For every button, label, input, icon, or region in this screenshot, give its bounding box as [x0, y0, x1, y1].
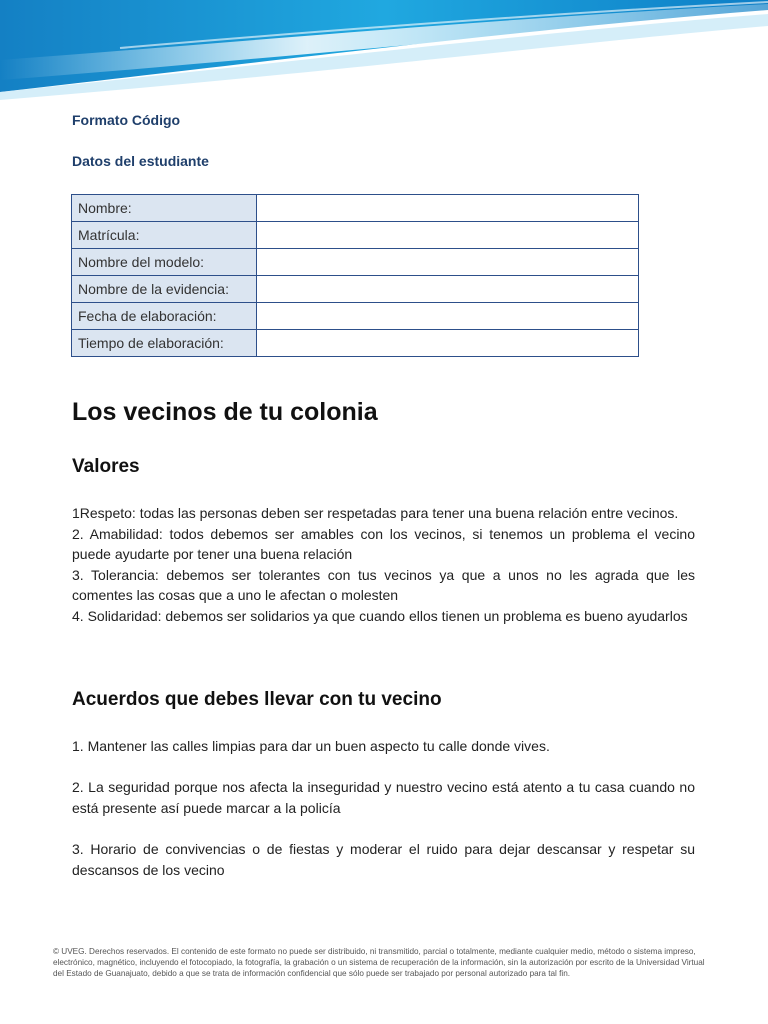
list-item: 4. Solidaridad: debemos ser solidarios ya que cuando ellos tienen un problema es bueno ayudarlos — [72, 607, 688, 624]
agreements-list — [72, 736, 695, 901]
row-label: Tiempo de elaboración: — [72, 330, 257, 357]
enrollment-field[interactable] — [257, 222, 639, 249]
table-row — [72, 303, 639, 330]
table-row — [72, 330, 639, 357]
row-label: Nombre del modelo: — [72, 249, 257, 276]
evidence-name-field[interactable] — [257, 276, 639, 303]
values-list — [72, 503, 695, 627]
name-field[interactable] — [257, 195, 639, 222]
row-label: Fecha de elaboración: — [72, 303, 257, 330]
table-row — [72, 222, 639, 249]
format-code-label: Formato Código — [72, 112, 181, 128]
student-data-table — [71, 194, 639, 357]
list-item: 1. Mantener las calles limpias para dar un buen aspecto tu calle donde vives. — [72, 738, 550, 754]
list-item: 2. Amabilidad: todos debemos ser amables con los vecinos, si tenemos un problema el vecino puede ayudarte por tener una buena relación — [72, 525, 695, 563]
document-title: Los vecinos de tu colonia — [72, 398, 378, 426]
date-field[interactable] — [257, 303, 639, 330]
row-label: Nombre: — [72, 195, 257, 222]
row-label: Nombre de la evidencia: — [72, 276, 257, 303]
model-name-field[interactable] — [257, 249, 639, 276]
list-item: 2. La seguridad porque nos afecta la inseguridad y nuestro vecino está atento a tu casa cuando no está presente así puede marcar a la policía — [72, 779, 695, 816]
values-heading: Valores — [72, 456, 140, 477]
list-item: 3. Horario de convivencias o de fiestas y moderar el ruido para dejar descansar y respetar su descansos de los vecino — [72, 840, 695, 878]
copyright-footer: © UVEG. Derechos reservados. El contenido de este formato no puede ser distribuido, ni transmitido, parcial o totalmente, mediante cualquier medio, método o sistema impreso, electrónico, magnético, incluyendo el fotocopiado, la fotografía, la grabación o un sistema de recuperación de la información, sin la autorización por escrito de la Universidad Virtual del Estado de Guanajuato, debido a que se trata de información confidencial que sólo puede ser trabajado por personal autorizado para tal fin. — [53, 947, 705, 978]
table-row — [72, 195, 639, 222]
table-row — [72, 276, 639, 303]
banner-graphic — [0, 0, 768, 100]
row-label: Matrícula: — [72, 222, 257, 249]
table-row — [72, 249, 639, 276]
student-section-title: Datos del estudiante — [72, 153, 209, 169]
agreements-heading: Acuerdos que debes llevar con tu vecino — [72, 689, 442, 710]
header-banner — [0, 0, 768, 100]
list-item: 1Respeto: todas las personas deben ser respetadas para tener una buena relación entre vecinos. — [72, 505, 679, 521]
time-field[interactable] — [257, 330, 639, 357]
list-item: 3. Tolerancia: debemos ser tolerantes con tus vecinos ya que a unos no les agrada que les comentes las cosas que a uno le afectan o molesten — [72, 566, 695, 604]
